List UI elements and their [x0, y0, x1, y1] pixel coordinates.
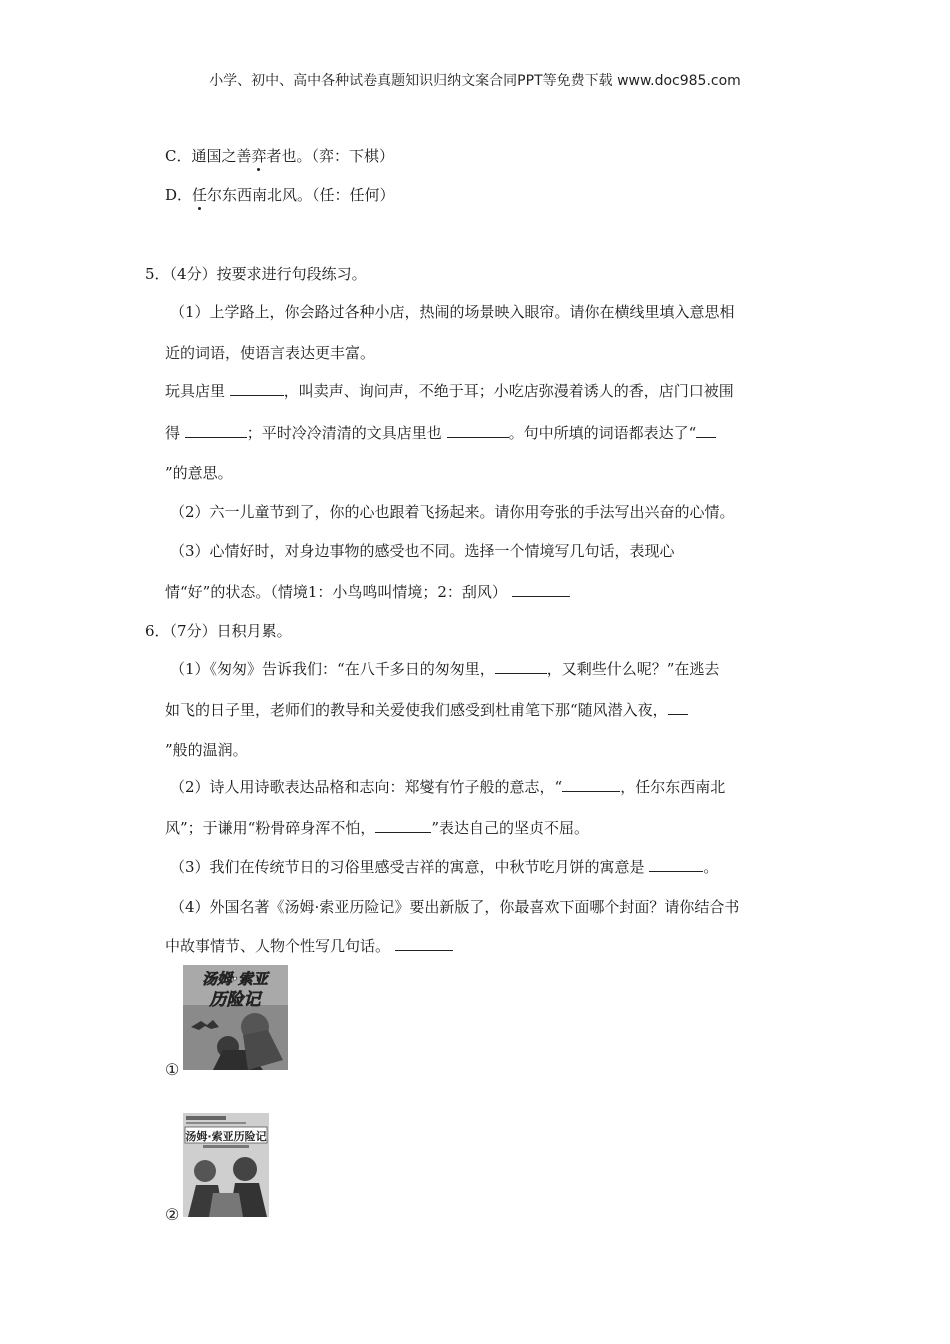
- q6-part4-line1: （4）外国名著《汤姆·索亚历险记》要出新版了，你最喜欢下面哪个封面？请你结合书: [170, 898, 740, 916]
- emphasis-char: 弈: [251, 147, 267, 165]
- q5-part1-line3: 玩具店里 ，叫卖声、询问声，不绝于耳；小吃店弥漫着诱人的香，店门口被围: [165, 382, 734, 400]
- answer-blank[interactable]: [649, 857, 703, 872]
- answer-blank[interactable]: [562, 777, 620, 792]
- q6-part3: （3）我们在传统节日的习俗里感受吉祥的寓意，中秋节吃月饼的寓意是 。: [170, 858, 719, 876]
- q5-part3-line1: （3）心情好时，对身边事物的感受也不同。选择一个情境写几句话，表现心: [170, 542, 675, 560]
- svg-text:汤姆·索亚: 汤姆·索亚: [202, 970, 268, 988]
- page-header: 小学、初中、高中各种试卷真题知识归纳文案合同PPT等免费下载 www.doc985.com: [209, 73, 741, 89]
- answer-blank[interactable]: [447, 423, 509, 438]
- q6-part1-line3: ”般的温润。: [165, 741, 248, 759]
- answer-blank[interactable]: [230, 381, 284, 396]
- answer-blank[interactable]: [375, 818, 431, 833]
- svg-text:汤姆·索亚历险记: 汤姆·索亚历险记: [185, 1130, 267, 1143]
- q5-part3-line2: 情“好”的状态。（情境1：小鸟鸣叫情境；2：刮风）: [165, 582, 570, 602]
- answer-blank[interactable]: [185, 423, 247, 438]
- book-cover-2-image: [183, 1113, 269, 1217]
- answer-blank[interactable]: [495, 659, 547, 674]
- option-c: C．通国之善弈者也。（弈：下棋）: [165, 147, 395, 165]
- cover-2-marker: ②: [165, 1205, 180, 1224]
- q6-part2-line1: （2）诗人用诗歌表达品格和志向：郑燮有竹子般的意志，“ ，任尔东西南北: [170, 778, 726, 796]
- q5-part2: （2）六一儿童节到了，你的心也跟着飞扬起来。请你用夸张的手法写出兴奋的心情。: [170, 503, 735, 521]
- q5-part1-line5: ”的意思。: [165, 464, 233, 482]
- q6-title: 6．（7分）日积月累。: [145, 622, 292, 640]
- answer-blank[interactable]: [696, 423, 716, 438]
- q5-part1-line4: 得 ；平时冷冷清清的文具店里也 。句中所填的词语都表达了“: [165, 423, 716, 443]
- option-d: D．任尔东西南北风。（任：任何）: [165, 186, 395, 204]
- q6-part2-line2: 风”；于谦用“粉骨碎身浑不怕， ”表达自己的坚贞不屈。: [165, 819, 590, 837]
- cover-1-marker: ①: [165, 1060, 180, 1079]
- answer-blank[interactable]: [512, 582, 570, 597]
- q6-part1-line2: 如飞的日子里，老师们的教导和关爱使我们感受到杜甫笔下那“随风潜入夜，: [165, 700, 688, 720]
- q5-part1-line2: 近的词语，使语言表达更丰富。: [165, 344, 376, 362]
- svg-text:历险记: 历险记: [209, 990, 261, 1010]
- emphasis-char: 任: [192, 186, 208, 204]
- answer-blank[interactable]: [395, 936, 453, 951]
- answer-blank[interactable]: [668, 700, 688, 715]
- q6-part1-line1: （1）《匆匆》告诉我们：“在八千多日的匆匆里， ，又剩些什么呢？”在逃去: [170, 660, 720, 678]
- q5-part1-line1: （1）上学路上，你会路过各种小店，热闹的场景映入眼帘。请你在横线里填入意思相: [170, 303, 735, 321]
- q6-part4-line2: 中故事情节、人物个性写几句话。: [165, 936, 453, 956]
- book-cover-1-image: [183, 965, 288, 1070]
- q5-title: 5．（4分）按要求进行句段练习。: [145, 265, 367, 283]
